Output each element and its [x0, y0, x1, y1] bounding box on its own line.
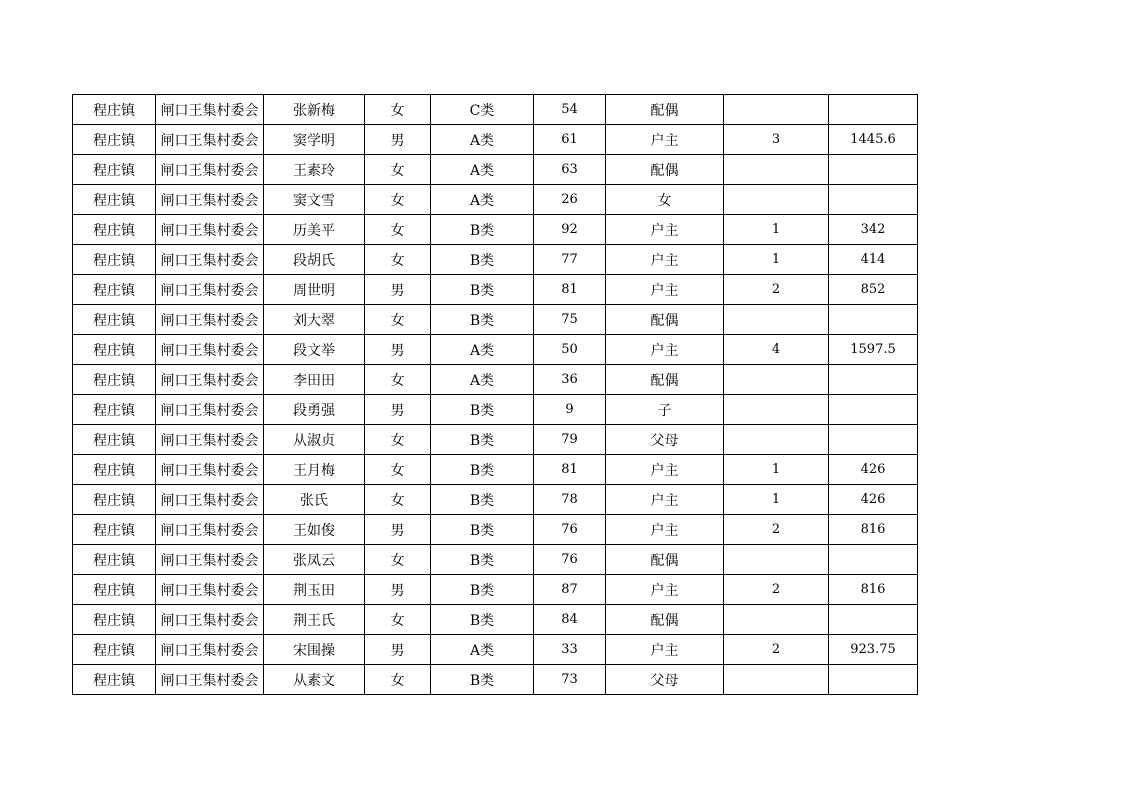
age-cell: 81 [534, 455, 606, 485]
table-row [73, 245, 918, 275]
town-cell: 程庄镇 [73, 635, 156, 665]
household-count-cell [724, 365, 829, 395]
sex-cell: 男 [365, 335, 431, 365]
sex-cell: 女 [365, 485, 431, 515]
household-count-cell: 4 [724, 335, 829, 365]
relation-cell: 户主 [606, 335, 724, 365]
sex-cell: 男 [365, 635, 431, 665]
sex-cell: 女 [365, 215, 431, 245]
household-count-cell [724, 665, 829, 695]
household-count-cell: 2 [724, 635, 829, 665]
category-cell: B类 [431, 305, 534, 335]
household-count-cell [724, 155, 829, 185]
table-row [73, 665, 918, 695]
town-cell: 程庄镇 [73, 605, 156, 635]
relation-cell: 配偶 [606, 605, 724, 635]
age-cell: 50 [534, 335, 606, 365]
village-cell: 闸口王集村委会 [156, 635, 264, 665]
town-cell: 程庄镇 [73, 95, 156, 125]
town-cell: 程庄镇 [73, 395, 156, 425]
amount-cell: 816 [829, 575, 918, 605]
table-row [73, 365, 918, 395]
village-cell: 闸口王集村委会 [156, 485, 264, 515]
category-cell: A类 [431, 185, 534, 215]
village-cell: 闸口王集村委会 [156, 455, 264, 485]
table-row [73, 215, 918, 245]
name-cell: 荆玉田 [264, 575, 365, 605]
category-cell: A类 [431, 155, 534, 185]
table-row [73, 545, 918, 575]
sex-cell: 女 [365, 155, 431, 185]
name-cell: 张凤云 [264, 545, 365, 575]
table-row [73, 575, 918, 605]
table-row [73, 125, 918, 155]
town-cell: 程庄镇 [73, 545, 156, 575]
relation-cell: 子 [606, 395, 724, 425]
amount-cell [829, 155, 918, 185]
town-cell: 程庄镇 [73, 335, 156, 365]
town-cell: 程庄镇 [73, 215, 156, 245]
household-count-cell: 1 [724, 455, 829, 485]
name-cell: 段文举 [264, 335, 365, 365]
name-cell: 周世明 [264, 275, 365, 305]
relation-cell: 父母 [606, 665, 724, 695]
name-cell: 窦学明 [264, 125, 365, 155]
amount-cell: 414 [829, 245, 918, 275]
table-row [73, 395, 918, 425]
relation-cell: 户主 [606, 635, 724, 665]
name-cell: 段胡氏 [264, 245, 365, 275]
name-cell: 李田田 [264, 365, 365, 395]
amount-cell: 426 [829, 485, 918, 515]
household-count-cell: 2 [724, 275, 829, 305]
age-cell: 76 [534, 545, 606, 575]
age-cell: 9 [534, 395, 606, 425]
relation-cell: 配偶 [606, 155, 724, 185]
amount-cell [829, 185, 918, 215]
age-cell: 78 [534, 485, 606, 515]
town-cell: 程庄镇 [73, 305, 156, 335]
name-cell: 王素玲 [264, 155, 365, 185]
sex-cell: 女 [365, 305, 431, 335]
table-row [73, 515, 918, 545]
village-cell: 闸口王集村委会 [156, 605, 264, 635]
household-count-cell: 2 [724, 575, 829, 605]
name-cell: 王月梅 [264, 455, 365, 485]
amount-cell [829, 425, 918, 455]
category-cell: B类 [431, 575, 534, 605]
town-cell: 程庄镇 [73, 275, 156, 305]
table-row [73, 635, 918, 665]
age-cell: 54 [534, 95, 606, 125]
age-cell: 26 [534, 185, 606, 215]
amount-cell: 1445.6 [829, 125, 918, 155]
table-row [73, 95, 918, 125]
relation-cell: 父母 [606, 425, 724, 455]
household-count-cell [724, 305, 829, 335]
town-cell: 程庄镇 [73, 245, 156, 275]
sex-cell: 女 [365, 425, 431, 455]
relation-cell: 户主 [606, 515, 724, 545]
household-count-cell: 1 [724, 215, 829, 245]
table-row [73, 305, 918, 335]
village-cell: 闸口王集村委会 [156, 245, 264, 275]
village-cell: 闸口王集村委会 [156, 365, 264, 395]
relation-cell: 配偶 [606, 305, 724, 335]
relation-cell: 户主 [606, 215, 724, 245]
age-cell: 75 [534, 305, 606, 335]
household-count-cell [724, 185, 829, 215]
name-cell: 窦文雪 [264, 185, 365, 215]
town-cell: 程庄镇 [73, 155, 156, 185]
town-cell: 程庄镇 [73, 425, 156, 455]
relation-cell: 女 [606, 185, 724, 215]
relation-cell: 配偶 [606, 545, 724, 575]
category-cell: B类 [431, 275, 534, 305]
table-row [73, 275, 918, 305]
sex-cell: 女 [365, 365, 431, 395]
table-row [73, 335, 918, 365]
village-cell: 闸口王集村委会 [156, 335, 264, 365]
sex-cell: 女 [365, 185, 431, 215]
age-cell: 79 [534, 425, 606, 455]
sex-cell: 男 [365, 515, 431, 545]
category-cell: B类 [431, 215, 534, 245]
amount-cell: 923.75 [829, 635, 918, 665]
amount-cell: 342 [829, 215, 918, 245]
name-cell: 张氏 [264, 485, 365, 515]
sex-cell: 女 [365, 545, 431, 575]
village-cell: 闸口王集村委会 [156, 395, 264, 425]
relation-cell: 户主 [606, 455, 724, 485]
town-cell: 程庄镇 [73, 665, 156, 695]
village-cell: 闸口王集村委会 [156, 215, 264, 245]
name-cell: 段勇强 [264, 395, 365, 425]
category-cell: B类 [431, 485, 534, 515]
name-cell: 历美平 [264, 215, 365, 245]
relation-cell: 户主 [606, 485, 724, 515]
sex-cell: 男 [365, 395, 431, 425]
town-cell: 程庄镇 [73, 365, 156, 395]
table-row [73, 185, 918, 215]
household-count-cell [724, 395, 829, 425]
amount-cell: 816 [829, 515, 918, 545]
name-cell: 荆王氏 [264, 605, 365, 635]
relation-cell: 户主 [606, 245, 724, 275]
category-cell: B类 [431, 395, 534, 425]
category-cell: B类 [431, 245, 534, 275]
village-cell: 闸口王集村委会 [156, 665, 264, 695]
village-cell: 闸口王集村委会 [156, 95, 264, 125]
category-cell: C类 [431, 95, 534, 125]
relation-cell: 户主 [606, 125, 724, 155]
relation-cell: 配偶 [606, 95, 724, 125]
amount-cell [829, 395, 918, 425]
data-table [72, 94, 918, 695]
village-cell: 闸口王集村委会 [156, 425, 264, 455]
household-count-cell [724, 545, 829, 575]
relation-cell: 配偶 [606, 365, 724, 395]
table-row [73, 155, 918, 185]
table-row [73, 485, 918, 515]
age-cell: 36 [534, 365, 606, 395]
age-cell: 84 [534, 605, 606, 635]
amount-cell: 426 [829, 455, 918, 485]
household-count-cell [724, 95, 829, 125]
sex-cell: 男 [365, 275, 431, 305]
table-row [73, 605, 918, 635]
age-cell: 87 [534, 575, 606, 605]
town-cell: 程庄镇 [73, 125, 156, 155]
household-count-cell: 2 [724, 515, 829, 545]
amount-cell: 1597.5 [829, 335, 918, 365]
category-cell: B类 [431, 425, 534, 455]
name-cell: 王如俊 [264, 515, 365, 545]
age-cell: 73 [534, 665, 606, 695]
name-cell: 张新梅 [264, 95, 365, 125]
name-cell: 刘大翠 [264, 305, 365, 335]
category-cell: A类 [431, 125, 534, 155]
name-cell: 从淑贞 [264, 425, 365, 455]
amount-cell [829, 95, 918, 125]
sex-cell: 女 [365, 455, 431, 485]
category-cell: B类 [431, 515, 534, 545]
town-cell: 程庄镇 [73, 455, 156, 485]
amount-cell [829, 365, 918, 395]
village-cell: 闸口王集村委会 [156, 545, 264, 575]
village-cell: 闸口王集村委会 [156, 125, 264, 155]
amount-cell [829, 545, 918, 575]
village-cell: 闸口王集村委会 [156, 155, 264, 185]
sex-cell: 女 [365, 245, 431, 275]
sex-cell: 女 [365, 95, 431, 125]
amount-cell: 852 [829, 275, 918, 305]
relation-cell: 户主 [606, 575, 724, 605]
village-cell: 闸口王集村委会 [156, 185, 264, 215]
name-cell: 宋围操 [264, 635, 365, 665]
household-count-cell: 1 [724, 485, 829, 515]
category-cell: A类 [431, 365, 534, 395]
town-cell: 程庄镇 [73, 575, 156, 605]
relation-cell: 户主 [606, 275, 724, 305]
category-cell: B类 [431, 665, 534, 695]
village-cell: 闸口王集村委会 [156, 575, 264, 605]
category-cell: A类 [431, 635, 534, 665]
village-cell: 闸口王集村委会 [156, 515, 264, 545]
household-count-cell [724, 605, 829, 635]
sex-cell: 男 [365, 125, 431, 155]
table-row [73, 425, 918, 455]
table-body [73, 95, 918, 695]
age-cell: 61 [534, 125, 606, 155]
town-cell: 程庄镇 [73, 185, 156, 215]
household-count-cell [724, 425, 829, 455]
name-cell: 从素文 [264, 665, 365, 695]
village-cell: 闸口王集村委会 [156, 305, 264, 335]
category-cell: B类 [431, 545, 534, 575]
town-cell: 程庄镇 [73, 515, 156, 545]
age-cell: 76 [534, 515, 606, 545]
age-cell: 63 [534, 155, 606, 185]
sex-cell: 男 [365, 575, 431, 605]
age-cell: 77 [534, 245, 606, 275]
category-cell: B类 [431, 605, 534, 635]
category-cell: A类 [431, 335, 534, 365]
amount-cell [829, 665, 918, 695]
sex-cell: 女 [365, 605, 431, 635]
age-cell: 92 [534, 215, 606, 245]
amount-cell [829, 605, 918, 635]
table-row [73, 455, 918, 485]
village-cell: 闸口王集村委会 [156, 275, 264, 305]
town-cell: 程庄镇 [73, 485, 156, 515]
sex-cell: 女 [365, 665, 431, 695]
amount-cell [829, 305, 918, 335]
age-cell: 81 [534, 275, 606, 305]
household-count-cell: 3 [724, 125, 829, 155]
age-cell: 33 [534, 635, 606, 665]
category-cell: B类 [431, 455, 534, 485]
household-count-cell: 1 [724, 245, 829, 275]
